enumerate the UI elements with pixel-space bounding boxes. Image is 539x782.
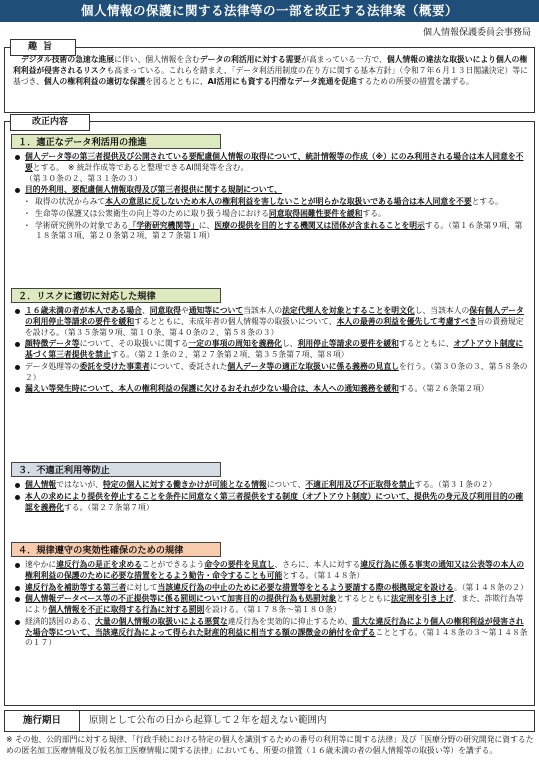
list-item [13, 306, 528, 338]
sub-item [13, 197, 528, 208]
list-item [13, 384, 528, 395]
effective-date-box [4, 710, 535, 732]
item-text: 学術研究例外の対象である [35, 220, 129, 230]
item-text: 旨の責務規定を設ける。（第３５条第９項、第１０条、第４０条の２、第５８条の３） [25, 316, 524, 337]
list-item [13, 339, 528, 361]
item-text: する。 [424, 220, 449, 230]
summary-text-part: 個人情報の違法な取扱いにより個人の権利利益が侵害されるリスク [13, 55, 528, 75]
summary-box [4, 42, 535, 113]
item-text: 個人情報 [25, 480, 57, 489]
section-4 [11, 542, 528, 650]
item-text: 顔特徴データ等 [25, 339, 80, 349]
item-text: 取得の状況からみて [35, 197, 106, 206]
item-text: 違反行為に係る事実の通知又は公表等の本人の権利利益の保護のために必要な措置をとるよう勧告・命令することも可能 [25, 560, 524, 580]
item-text: （第３０条の２、第３１条の３） [25, 173, 142, 183]
item-text: とする。 [471, 197, 503, 206]
item-text: 不適正利用及び不正取得を禁止 [305, 480, 415, 489]
item-text: する。（第２６条第２項） [398, 384, 489, 394]
item-text: 医療の提供を目的とする機関又は団体が含まれることを明示 [214, 220, 425, 230]
item-text: 当該本人の [243, 306, 283, 315]
item-text: について、委託された [149, 361, 228, 371]
item-text: とする。（第１４８条） [282, 570, 365, 580]
item-text: や [180, 306, 189, 315]
list-item [13, 560, 528, 582]
item-text: ではないが、 [56, 480, 103, 489]
item-text: 委託を受けた事業者 [79, 361, 150, 371]
summary-text-part: も高まっている。これらを踏まえ、「データ利活用制度の在り方に関する基本方針」（令和７年６月１３日閣議決定）等に基づき、 [13, 65, 528, 86]
item-text: 生命等の保護又は公衆衛生の向上等のために取り扱う場合における [35, 208, 269, 218]
section-3-heading: ３．不適正利用等防止 [11, 462, 221, 477]
item-text: とするとともに [336, 594, 391, 604]
item-text: 重大な違反行為により個人の権利利益が侵害された場合等について、当該違反行為によって得られた財産的利益に相当する額の課徴金の納付を命ずる [25, 616, 524, 637]
list-item [13, 492, 528, 514]
item-text: し、 [281, 339, 298, 349]
footnote: ※ その他、公的部門に対する規律、「行政手続における特定の個人を識別するための番号の利用等に関する法律」及び「医療分野の研究開発に資するための匿名加工医療情報及び仮名加工医療情報に関する法律」においても、所要の措置（１６歳未満の者の個人情報等の取扱い等）を講ずる。 [6, 735, 534, 755]
item-text: （第１６条第９項、第１８条第３項、第２０条第２項、第２７条第１項） [35, 220, 523, 241]
item-text: 。（第１４８条の２） [453, 582, 528, 592]
item-text: 経済的誘因のある、 [25, 616, 96, 626]
item-text: ことができるよう [141, 560, 205, 569]
section-2-heading: ２．リスクに適切に対応した規律 [11, 288, 221, 303]
list-item [13, 362, 528, 384]
item-text: 一定の事項の周知を義務化 [188, 339, 282, 349]
section-1-heading: １．適正なデータ利活用の推進 [11, 134, 221, 149]
item-text: する。 [362, 208, 386, 218]
summary-text-part: が高まっている一方で、 [301, 55, 387, 64]
section-3 [11, 462, 528, 514]
section-1 [11, 134, 528, 243]
summary-text-part: AI活用にも資する円滑なデータ流通を促進 [207, 76, 357, 86]
item-text: について、その取扱いに関する [79, 339, 189, 349]
item-text: 当該違反行為の中止のために必要な措置等をとるよう要請する際の根拠規定を設ける [157, 582, 454, 592]
list-item [13, 594, 528, 616]
item-text: 速やかに [25, 560, 57, 569]
item-text: 、さらに、本人に対する [274, 560, 361, 569]
item-text: 利用停止等請求の要件を緩和 [297, 339, 399, 349]
item-text: 同意取得 [149, 306, 181, 315]
item-text: とする。 ※ 統計作成等であると整理できるAI開発等を含む。 [32, 162, 249, 172]
effective-date-label: 施行期日 [5, 711, 80, 731]
item-text: を行う。（第３０条の３、第５８条の２） [25, 361, 528, 382]
list-item [13, 185, 528, 196]
item-text: 個人情報データベース等の不正提供等に係る罰則について加害目的の提供行為も処罰対象 [25, 594, 337, 604]
item-text: 保有個人データの利用停止等請求の要件を緩和 [25, 306, 524, 326]
list-item [13, 152, 528, 184]
item-text: 特定の個人に対する働きかけが可能となる情報 [102, 480, 267, 489]
item-text: 大量の個人情報の取扱いによる悪質な [95, 616, 228, 626]
page-title: 個人情報の保護に関する法律等の一部を改正する法律案（概要） [0, 0, 539, 22]
item-text: について、 [266, 480, 306, 489]
item-text: する。（第２１条の２、第２７条第２項、第３５条第７項、第８項） [110, 350, 349, 359]
summary-text-part: するための所要の措置を講ずる。 [356, 76, 474, 86]
item-text: １６歳未満の者が本人である場合 [25, 306, 142, 315]
item-text: オプトアウト制度に基づく第三者提供を禁止 [25, 339, 524, 359]
item-text: するとともに、 [398, 339, 454, 349]
item-text: データ処理等の [25, 361, 80, 371]
item-text: こととする。（第１４８条の３～第１４８条の１７） [25, 627, 528, 648]
reform-label: 改正内容 [10, 114, 90, 131]
item-text: 本人の意思に反しないため本人の権利利益を害しないことが明らかな取扱いである場合は本人同意を不要 [105, 197, 472, 206]
item-text: 漏えい等発生時について、本人の権利利益の保護に欠けるおそれが少ない場合は、本人への通知義務を緩和 [25, 384, 399, 394]
item-text: 個人データ等の適正な取扱いに係る義務の見直し [227, 361, 399, 371]
item-text: 、 [141, 306, 150, 315]
item-text: 法定代理人を対象とすることを明文化 [282, 306, 415, 315]
item-text: 、また、詐欺行為等により [25, 594, 524, 614]
item-text: 命令の要件を見直し [204, 560, 275, 569]
item-text: 本人の求めにより提供を停止することを条件に同意なく第三者提供をする制度（オプトアウト制度）について、提供先の身元及び利用目的の確認を義務化 [25, 491, 524, 512]
item-text: 目的外利用、要配慮個人情報取得及び第三者提供に関する規制について、 [25, 185, 282, 195]
item-text: 同意取得困難性要件を緩和 [268, 208, 363, 218]
summary-text-part: 個人の権利利益の適切な保護 [43, 76, 146, 86]
item-text: に、 [198, 220, 215, 230]
item-text: する。（第２７条第７項） [63, 502, 154, 512]
item-text: 法定刑を引き上げ [390, 594, 454, 604]
item-text: 個人情報を不正に取得する行為に対する罰則 [48, 605, 205, 614]
summary-text-part: デジタル技術の急速な進展 [21, 55, 115, 64]
sub-item [13, 209, 528, 220]
effective-date-text: 原則として公布の日から起算して２年を超えない範囲内 [89, 715, 327, 726]
summary-text-part: を図るとともに、 [145, 76, 208, 86]
item-text: 通知等について [188, 306, 244, 315]
list-item [13, 617, 528, 649]
item-text: に対して [126, 582, 158, 592]
item-text: 違反行為を実効的に抑止するため、 [227, 616, 353, 626]
organization-name: 個人情報保護委員会事務局 [422, 28, 531, 38]
item-text: 違反行為の是正を求める [56, 560, 142, 569]
item-text: し、当該本人の [414, 306, 470, 315]
section-4-heading: ４．規律遵守の実効性確保のための規律 [11, 542, 221, 557]
item-text: を設ける。（第１７８条～第１８０条） [204, 605, 341, 614]
item-text: 「学術研究機関等」 [128, 220, 199, 230]
summary-label: 趣旨 [10, 39, 76, 56]
summary-text-part: に伴い、個人情報を含む [114, 55, 200, 64]
list-item [13, 583, 528, 594]
list-item [13, 480, 528, 491]
item-text: 違反行為を補助等する第三者 [25, 582, 127, 592]
item-text: 個人データ等の第三者提供及び公開されている要配慮個人情報の取得について、統計情報等の作成（※）にのみ利用される場合は本人同意を不要 [25, 152, 524, 172]
item-text: 本人の最善の利益を優先して考慮すべき [336, 316, 477, 326]
reform-box [4, 117, 535, 706]
summary-text-part: データの利活用に対する需要 [199, 55, 302, 64]
section-2 [11, 288, 528, 396]
sub-item [13, 221, 528, 243]
item-text: するとともに、未成年者の個人情報等の取扱いについて、 [134, 316, 337, 326]
summary-text [13, 55, 528, 87]
item-text: する。（第３１条の２） [414, 480, 497, 489]
